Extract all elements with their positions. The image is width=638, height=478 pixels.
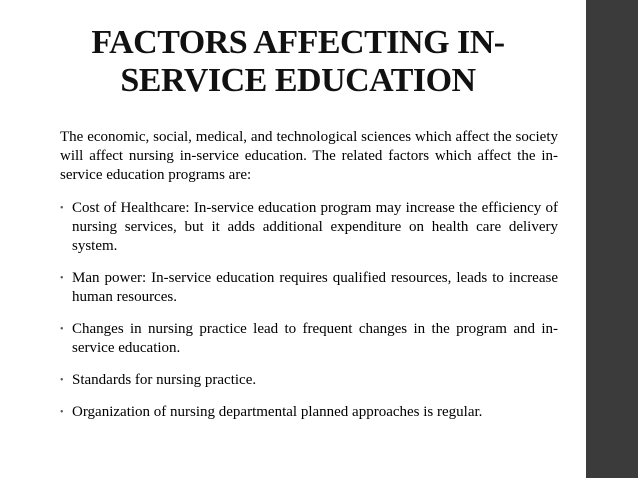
- decorative-side-bar: [586, 0, 638, 478]
- slide-title-line-2: SERVICE EDUCATION: [120, 62, 476, 99]
- bullet-icon: •: [60, 375, 64, 386]
- slide-title: [40, 24, 556, 100]
- list-item: [60, 199, 558, 256]
- slide-body: [60, 128, 558, 435]
- list-item-text: Organization of nursing departmental planned approaches is regular.: [72, 404, 483, 420]
- list-item: [60, 403, 558, 422]
- list-item: [60, 269, 558, 307]
- list-item-text: Standards for nursing practice.: [72, 372, 257, 388]
- list-item-text: Cost of Healthcare: In-service education program may increase the efficiency of nursing services, but it adds additional expenditure on health care delivery system.: [72, 200, 558, 254]
- list-item-text: Man power: In-service education requires qualified resources, leads to increase human resources.: [72, 270, 558, 305]
- list-item-text: Changes in nursing practice lead to frequent changes in the program and in-service education.: [72, 321, 558, 356]
- slide-title-line-1: FACTORS AFFECTING IN-: [91, 24, 505, 61]
- factor-list: [60, 199, 558, 422]
- bullet-icon: •: [60, 203, 64, 214]
- list-item: [60, 371, 558, 390]
- intro-paragraph: The economic, social, medical, and technological sciences which affect the society will affect nursing in-service education. The related factors which affect the in-service education programs are:: [60, 129, 558, 183]
- list-item: [60, 320, 558, 358]
- bullet-icon: •: [60, 324, 64, 335]
- bullet-icon: •: [60, 407, 64, 418]
- bullet-icon: •: [60, 273, 64, 284]
